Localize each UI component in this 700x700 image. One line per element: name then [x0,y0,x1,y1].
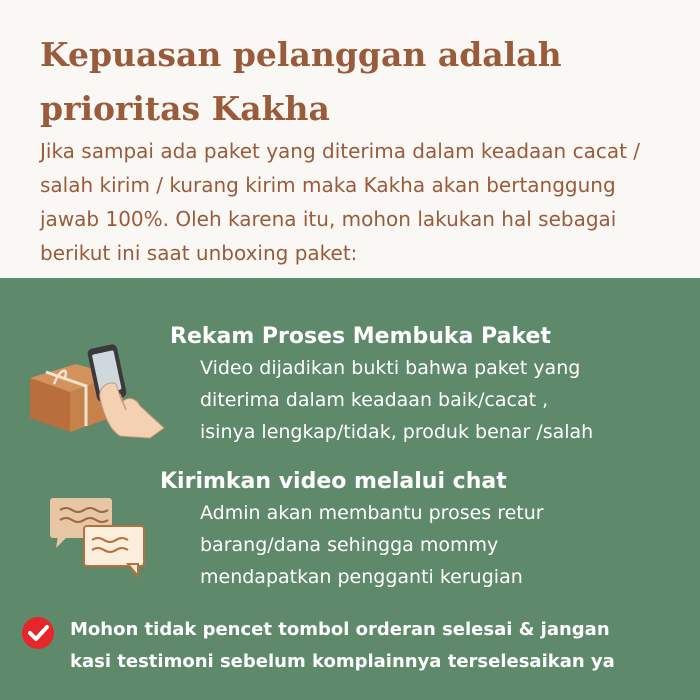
step-2-title: Kirimkan video melalui chat [160,469,507,494]
check-circle-icon [20,615,56,651]
intro-section [0,0,700,278]
notice-text: Mohon tidak pencet tombol orderan selesai & jangan kasi testimoni sebelum komplainnya terselesaikan ya [70,619,615,672]
step-1-title: Rekam Proses Membuka Paket [170,324,551,349]
chat-bubbles-icon [46,492,150,582]
step-1-description: Video dijadikan bukti bahwa paket yang diterima dalam keadaan baik/cacat , isinya lengkap/tidak, produk benar /salah [200,357,594,443]
intro-text: Jika sampai ada paket yang diterima dalam keadaan cacat / salah kirim / kurang kirim maka Kakha akan bertanggung jawab 100%. Oleh karena itu, mohon lakukan hal sebagai berikut ini saat unboxing paket: [40,139,641,265]
page-title: Kepuasan pelanggan adalah prioritas Kakha [40,35,562,128]
package-phone-icon [24,340,170,440]
step-2-description: Admin akan membantu proses retur barang/dana sehingga mommy mendapatkan pengganti kerugian [200,502,544,588]
